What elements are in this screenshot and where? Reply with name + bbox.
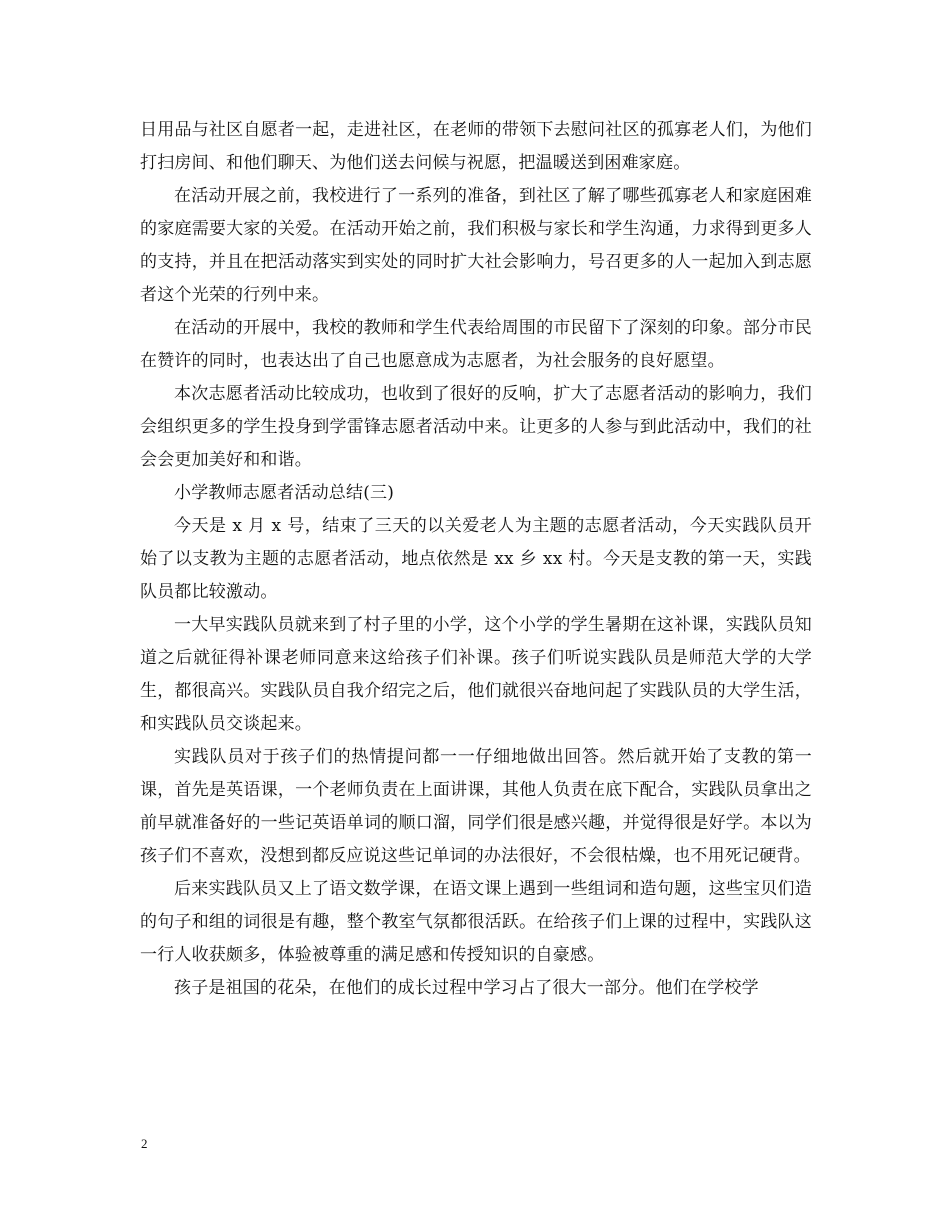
section-heading: 小学教师志愿者活动总结(三) (174, 483, 395, 503)
page-number: 2 (141, 1136, 148, 1151)
paragraph: 本次志愿者活动比较成功，也收到了很好的反响，扩大了志愿者活动的影响力，我们会组织更多的学生投身到学雷锋志愿者活动中来。让更多的人参与到此活动中，我们的社会会更加美好和和谐。 (140, 384, 812, 470)
paragraph: 在活动开展之前，我校进行了一系列的准备，到社区了解了哪些孤寡老人和家庭困难的家庭需要大家的关爱。在活动开始之前，我们积极与家长和学生沟通，力求得到更多人的支持，并且在把活动落实到实处的同时扩大社会影响力，号召更多的人一起加入到志愿者这个光荣的行列中来。 (140, 186, 812, 305)
document-body (140, 114, 812, 1005)
paragraph: 实践队员对于孩子们的热情提问都一一仔细地做出回答。然后就开始了支教的第一课，首先是英语课，一个老师负责在上面讲课，其他人负责在底下配合，实践队员拿出之前早就准备好的一些记英语单词的顺口溜，同学们很是感兴趣，并觉得很是好学。本以为孩子们不喜欢，没想到都反应说这些记单词的办法很好，不会很枯燥，也不用死记硬背。 (140, 747, 812, 866)
paragraph-truncated: 孩子是祖国的花朵，在他们的成长过程中学习占了很大一部分。他们在学校学 (174, 978, 759, 998)
paragraph: 在活动的开展中，我校的教师和学生代表给周围的市民留下了深刻的印象。部分市民在赞许的同时，也表达出了自己也愿意成为志愿者，为社会服务的良好愿望。 (140, 318, 812, 371)
paragraph: 一大早实践队员就来到了村子里的小学，这个小学的学生暑期在这补课，实践队员知道之后就征得补课老师同意来这给孩子们补课。孩子们听说实践队员是师范大学的大学生，都很高兴。实践队员自我介绍完之后，他们就很兴奋地问起了实践队员的大学生活，和实践队员交谈起来。 (140, 615, 812, 734)
paragraph: 今天是 x 月 x 号，结束了三天的以关爱老人为主题的志愿者活动，今天实践队员开始了以支教为主题的志愿者活动，地点依然是 xx 乡 xx 村。今天是支教的第一天，实践队员都比较激动。 (140, 516, 812, 602)
paragraph: 后来实践队员又上了语文数学课，在语文课上遇到一些组词和造句题，这些宝贝们造的句子和组的词很是有趣，整个教室气氛都很活跃。在给孩子们上课的过程中，实践队这一行人收获颇多，体验被尊重的满足感和传授知识的自豪感。 (140, 879, 812, 965)
paragraph-continued: 日用品与社区自愿者一起，走进社区，在老师的带领下去慰问社区的孤寡老人们，为他们打扫房间、和他们聊天、为他们送去问候与祝愿，把温暖送到困难家庭。 (140, 120, 812, 173)
